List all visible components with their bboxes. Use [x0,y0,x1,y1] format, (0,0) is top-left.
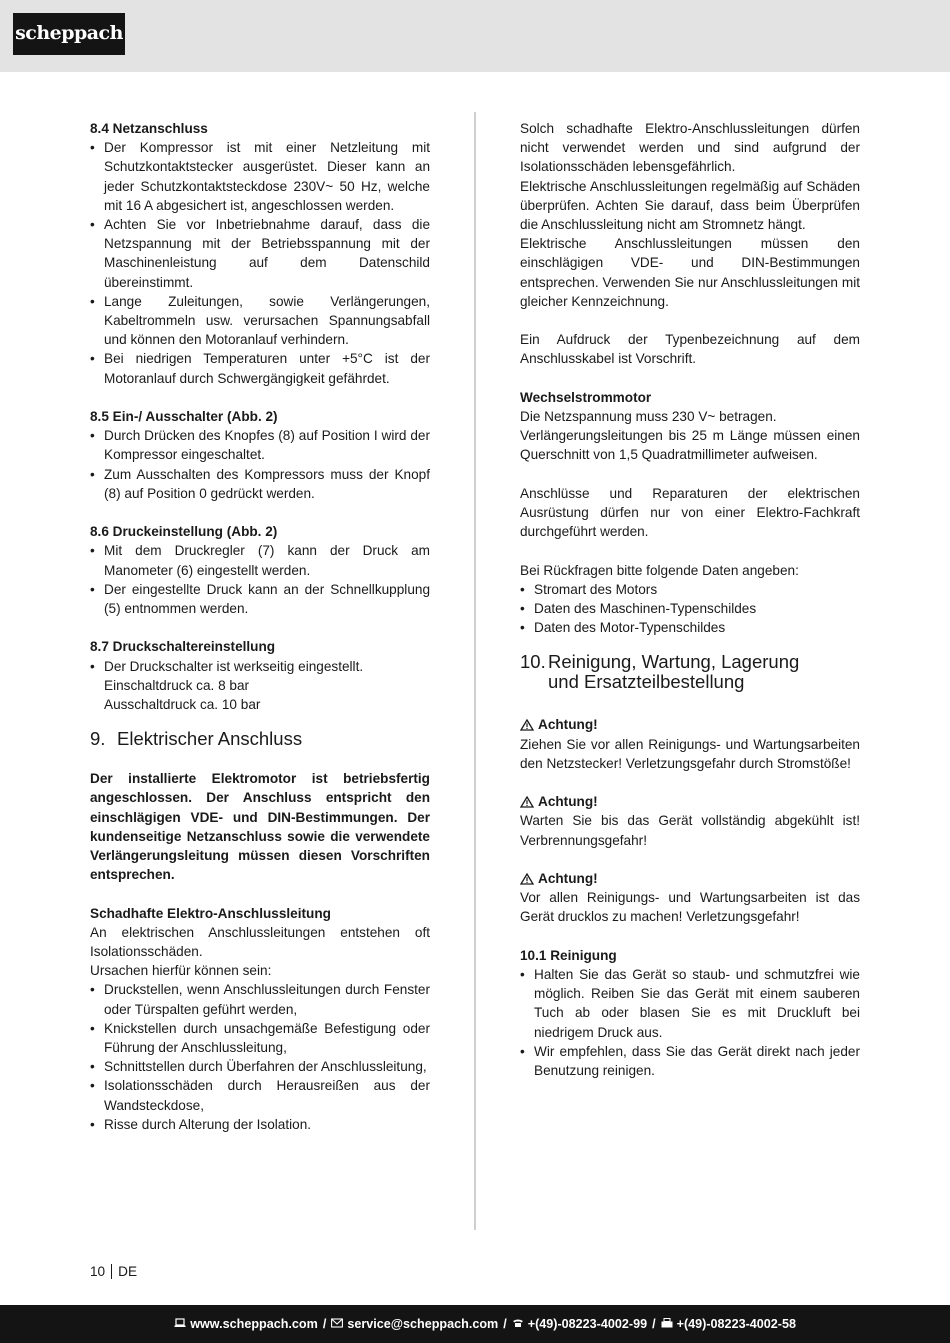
electrical-intro: Der installierte Elektromotor ist betriebsfertig angeschlossen. Der Anschluss entspricht den einschlägigen VDE- und DIN-Bestimmungen. Der kundenseitige Netzanschluss sowie die verwendete Verlängerungsleitung müssen diesen Vorschriften entsprechen. [90,771,430,883]
paragraph: Elektrische Anschlussleitungen müssen den einschlägigen VDE- und DIN-Bestimmungen entsprechen. Verwenden Sie nur Anschlussleitungen mit gleicher Kennzeichnung. [520,236,860,309]
right-column [520,119,860,1080]
footer-fax: +(49)-08223-4002-58 [676,1317,796,1331]
section-number: 9. [90,728,106,750]
section-heading-8-4: 8.4 Netzanschluss [90,121,208,136]
left-column [90,119,430,1134]
list-8-7 [90,657,430,715]
column-divider [474,112,476,1230]
warning-triangle-icon [520,796,534,808]
page-header [0,0,950,72]
list-item: • Achten Sie vor Inbetriebnahme darauf, dass die Netzspannung mit der Betriebsspannung mit der Maschinenleistung auf dem Datenschild übereinstimmt. [90,215,430,292]
section-title-9 [90,729,430,749]
list-item: • Isolationsschäden durch Herausreißen aus der Wandsteckdose, [90,1076,430,1114]
warning-triangle-icon [520,719,534,731]
section-number: 10. [520,651,546,673]
warning-heading [520,792,860,811]
section-title-text: Elektrischer Anschluss [117,728,303,750]
list-item: • Wir empfehlen, dass Sie das Gerät direkt nach jeder Benutzung reinigen. [520,1042,860,1080]
list-item: • Daten des Motor-Typenschildes [520,618,860,637]
warning-text: Warten Sie bis das Gerät vollständig abgekühlt ist! Verbrennungsgefahr! [520,813,860,848]
phone-icon [512,1317,524,1331]
list-8-6 [90,541,430,618]
list-item: • Halten Sie das Gerät so staub- und schmutzfrei wie möglich. Reiben Sie das Gerät mit einem sauberen Tuch ab oder blasen Sie es mit Druckluft bei niedrigem Druck aus. [520,965,860,1042]
footer-phone: +(49)-08223-4002-99 [527,1317,648,1331]
paragraph: Die Netzspannung muss 230 V~ betragen. [520,409,777,425]
footer-separator: / [503,1317,507,1331]
section-title-line: Reinigung, Wartung, Lagerung [548,651,800,673]
section-heading-10-1: 10.1 Reinigung [520,947,617,963]
paragraph: Anschlüsse und Reparaturen der elektrischen Ausrüstung dürfen nur von einer Elektro-Fachkraft durchgeführt werden. [520,485,860,540]
switch-on-pressure: Einschaltdruck ca. 8 bar [104,677,250,693]
list-item: • Knickstellen durch unsachgemäße Befestigung oder Führung der Anschlussleitung, [90,1019,430,1057]
computer-icon [174,1317,186,1331]
list-item: • Bei niedrigen Temperaturen unter +5°C ist der Motoranlauf durch Schwergängigkeit gefährdet. [90,349,430,387]
warning-triangle-icon [520,873,534,885]
list-item: • Der Kompressor ist mit einer Netzleitung mit Schutzkontaktstecker ausgerüstet. Dieser kann an jeder Schutzkontaktsteckdose 230V~ 50 Hz, welche mit 16 A abgesichert ist, angeschlossen werden. [90,138,430,215]
paragraph: Solch schadhafte Elektro-Anschlussleitungen dürfen nicht verwendet werden und sind aufgrund der Isolationsschäden lebensgefährlich. [520,121,860,175]
warning-heading [520,869,860,888]
page-footer [0,1305,950,1343]
paragraph: Bei Rückfragen bitte folgende Daten angeben: [520,562,799,578]
footer-website-link[interactable]: www.scheppach.com [190,1317,318,1331]
paragraph: Ursachen hierfür können sein: [90,963,272,979]
list-item: • Zum Ausschalten des Kompressors muss der Knopf (8) auf Position 0 gedrückt werden. [90,465,430,503]
warning-text: Ziehen Sie vor allen Reinigungs- und Wartungsarbeiten den Netzstecker! Verletzungsgefahr durch Stromstöße! [520,736,860,771]
page-number [90,1264,137,1279]
subheading-defective-cable: Schadhafte Elektro-Anschlussleitung [90,905,331,921]
warning-text: Vor allen Reinigungs- und Wartungsarbeiten ist das Gerät drucklos zu machen! Verletzungsgefahr! [520,890,860,925]
list-8-5 [90,426,430,503]
list-item: • Durch Drücken des Knopfes (8) auf Position I wird der Kompressor eingeschaltet. [90,426,430,464]
data-list [520,580,860,638]
scheppach-logo: scheppach [13,13,125,55]
section-heading-8-7: 8.7 Druckschaltereinstellung [90,639,276,655]
list-item: • Risse durch Alterung der Isolation. [90,1115,430,1134]
list-item: • Stromart des Motors [520,580,860,599]
list-item: • Daten des Maschinen-Typenschildes [520,599,860,618]
section-heading-8-5: 8.5 Ein-/ Ausschalter (Abb. 2) [90,409,278,425]
page-language: DE [118,1264,138,1279]
list-item: • Lange Zuleitungen, sowie Verlängerungen, Kabeltrommeln usw. verursachen Spannungsabfall und können den Motoranlauf verhindern. [90,292,430,350]
list-8-4 [90,138,430,388]
paragraph: An elektrischen Anschlussleitungen entstehen oft Isolationsschäden. [90,924,430,960]
paragraph: Elektrische Anschlussleitungen regelmäßig auf Schäden überprüfen. Achten Sie darauf, dass beim Überprüfen die Anschlussleitung nicht am Stromnetz hängt. [520,178,860,233]
paragraph: Ein Aufdruck der Typenbezeichnung auf dem Anschlusskabel ist Vorschrift. [520,332,860,367]
warning-heading [520,715,860,734]
warning-label: Achtung! [538,871,598,887]
cleaning-list [520,965,860,1080]
warning-label: Achtung! [538,794,598,810]
footer-separator: / [652,1317,656,1331]
switch-off-pressure: Ausschaltdruck ca. 10 bar [104,697,261,713]
list-item: • Der eingestellte Druck kann an der Schnellkupplung (5) entnommen werden. [90,580,430,618]
list-item: • Druckstellen, wenn Anschlussleitungen durch Fenster oder Türspalten geführt werden, [90,980,430,1018]
list-item [90,657,430,715]
footer-separator: / [322,1317,327,1331]
section-heading-8-6: 8.6 Druckeinstellung (Abb. 2) [90,524,278,540]
warning-label: Achtung! [538,717,598,733]
list-item-text: Der Druckschalter ist werkseitig eingestellt. [104,658,364,674]
footer-email-link[interactable]: service@scheppach.com [347,1317,499,1331]
page-number-divider [111,1264,112,1279]
section-title-line: und Ersatzteilbestellung [548,671,745,693]
causes-list [90,980,430,1134]
subheading-ac-motor: Wechselstrommotor [520,389,652,405]
section-title-text [548,652,799,692]
email-icon [331,1317,343,1331]
paragraph: Verlängerungsleitungen bis 25 m Länge müssen einen Querschnitt von 1,5 Quadratmillimeter aufweisen. [520,428,860,463]
section-title-10 [520,652,860,692]
list-item: • Mit dem Druckregler (7) kann der Druck am Manometer (6) eingestellt werden. [90,541,430,579]
list-item: • Schnittstellen durch Überfahren der Anschlussleitung, [90,1057,430,1076]
page-number-value: 10 [90,1264,106,1279]
fax-icon [661,1317,673,1331]
